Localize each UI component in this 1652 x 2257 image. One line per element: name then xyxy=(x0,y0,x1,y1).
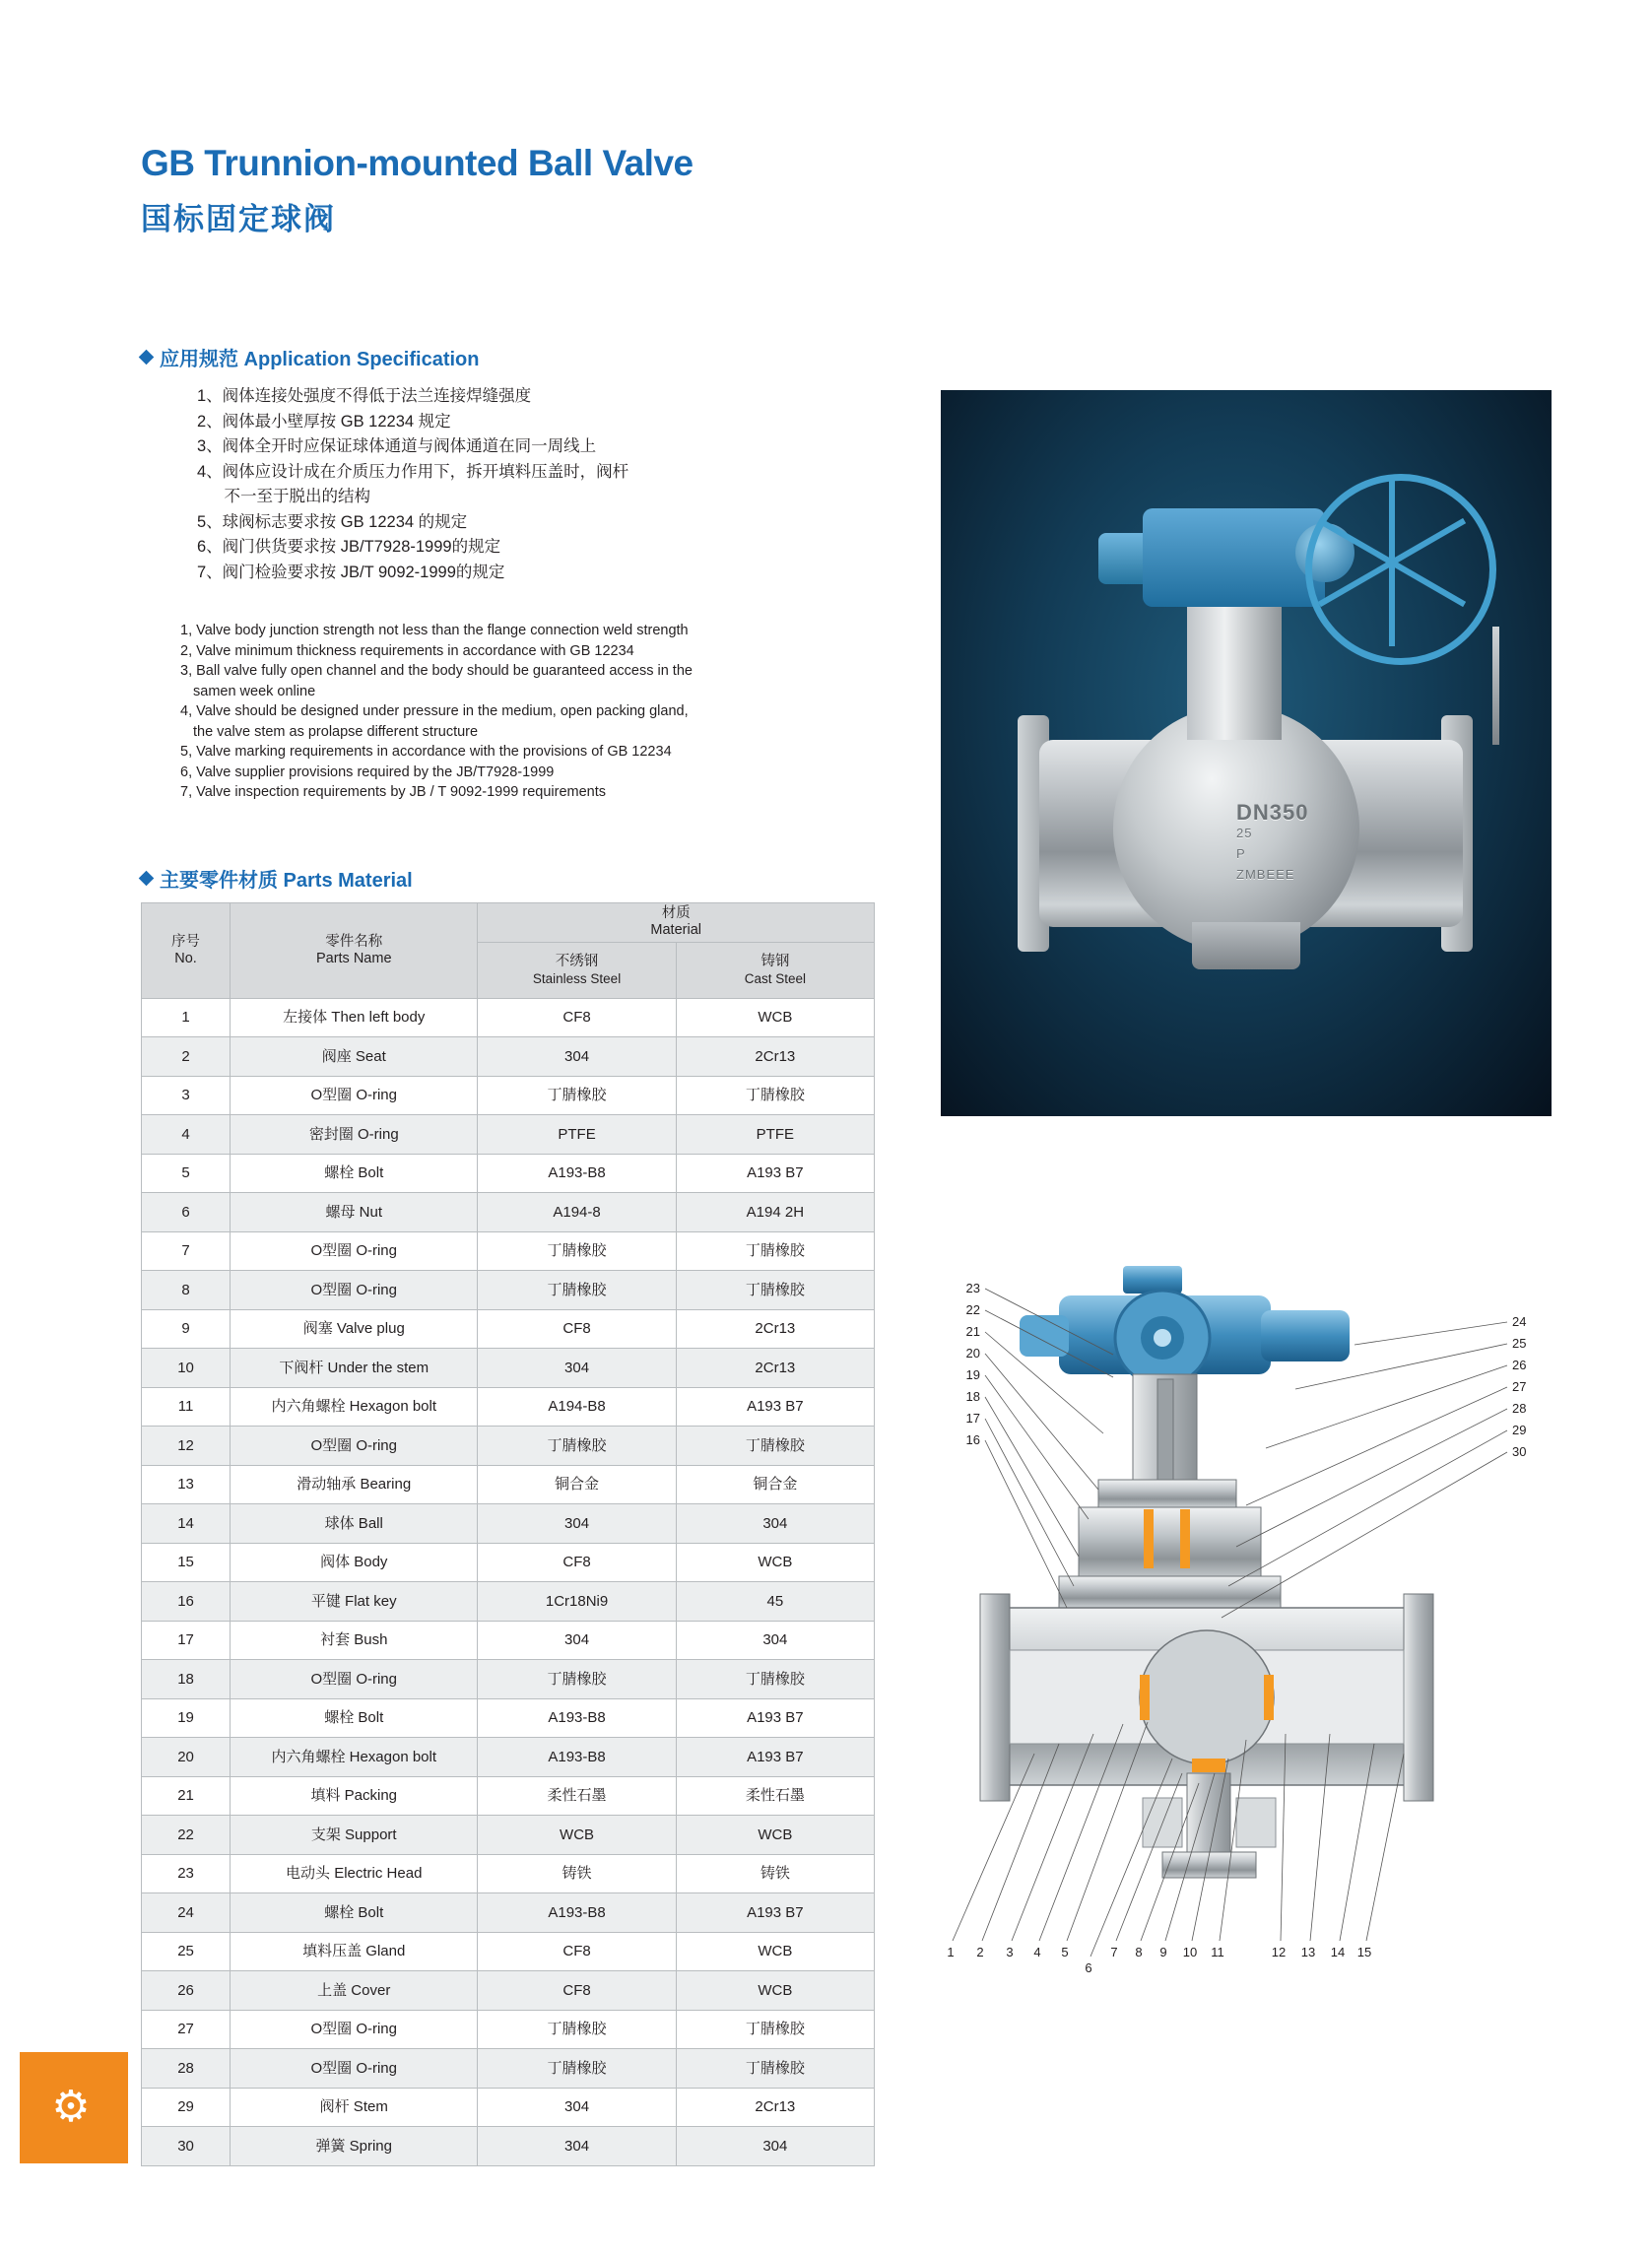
cell-name: 填料压盖 Gland xyxy=(231,1932,478,1971)
table-row xyxy=(142,1854,875,1893)
callout-label: 21 xyxy=(965,1324,980,1339)
cell-stainless: A193-B8 xyxy=(478,1154,676,1193)
cutaway-svg xyxy=(941,1261,1552,2010)
cell-cast: 丁腈橡胶 xyxy=(676,1231,874,1271)
table-row xyxy=(142,2049,875,2089)
list-item: 2、阀体最小壁厚按 GB 12234 规定 xyxy=(197,412,451,431)
table-row xyxy=(142,1231,875,1271)
cell-name: 螺栓 Bolt xyxy=(231,1893,478,1933)
callout-label: 24 xyxy=(1512,1314,1527,1329)
valve-logo-icon: ⚙ xyxy=(51,2083,91,2131)
list-item: 1、阀体连接处强度不得低于法兰连接焊缝强度 xyxy=(197,387,532,405)
cell-name: 密封圈 O-ring xyxy=(231,1115,478,1155)
section-heading-application-label: 应用规范 Application Specification xyxy=(160,349,480,370)
cell-cast: A193 B7 xyxy=(676,1154,874,1193)
list-item: 6、阀门供货要求按 JB/T7928-1999的规定 xyxy=(197,538,501,556)
cell-stainless: A193-B8 xyxy=(478,1698,676,1738)
valve-bonnet xyxy=(1059,1507,1281,1608)
table-row xyxy=(142,1660,875,1699)
electric-actuator xyxy=(1020,1266,1350,1385)
cell-cast: 丁腈橡胶 xyxy=(676,1076,874,1115)
cell-no: 12 xyxy=(142,1427,231,1466)
table-body xyxy=(142,998,875,2165)
cell-cast: A193 B7 xyxy=(676,1387,874,1427)
cell-cast: 304 xyxy=(676,1504,874,1544)
cell-stainless: WCB xyxy=(478,1816,676,1855)
cell-no: 28 xyxy=(142,2049,231,2089)
callout-label: 27 xyxy=(1512,1379,1527,1394)
cell-cast: 丁腈橡胶 xyxy=(676,1660,874,1699)
column-header-no-en: No. xyxy=(174,950,197,966)
cell-stainless: 304 xyxy=(478,1037,676,1077)
cell-no: 30 xyxy=(142,2127,231,2166)
marking-pressure: 25 xyxy=(1236,826,1253,840)
cell-no: 29 xyxy=(142,2088,231,2127)
list-item: 7、阀门检验要求按 JB/T 9092-1999的规定 xyxy=(197,563,505,581)
cell-stainless: 304 xyxy=(478,2127,676,2166)
cell-cast: A193 B7 xyxy=(676,1698,874,1738)
cell-cast: 304 xyxy=(676,2127,874,2166)
table-header xyxy=(142,903,875,999)
callout-label: 13 xyxy=(1300,1945,1316,1959)
cell-stainless: 柔性石墨 xyxy=(478,1776,676,1816)
table-row xyxy=(142,1893,875,1933)
cell-cast: A194 2H xyxy=(676,1193,874,1232)
valve-nameplate-marking xyxy=(1236,802,1308,885)
cell-stainless: PTFE xyxy=(478,1115,676,1155)
section-heading-application xyxy=(141,343,479,371)
cell-no: 13 xyxy=(142,1465,231,1504)
cell-no: 26 xyxy=(142,1971,231,2011)
column-header-ss-cn: 不绣钢 xyxy=(555,953,599,969)
cell-name: 衬套 Bush xyxy=(231,1621,478,1660)
cell-cast: 45 xyxy=(676,1582,874,1622)
callout-label: 7 xyxy=(1110,1945,1118,1959)
cell-stainless: 丁腈橡胶 xyxy=(478,1231,676,1271)
table-row xyxy=(142,998,875,1037)
cell-no: 24 xyxy=(142,1893,231,1933)
cell-no: 4 xyxy=(142,1115,231,1155)
list-item: 5、球阀标志要求按 GB 12234 的规定 xyxy=(197,512,468,531)
page-title: GB Trunnion-mounted Ball Valve xyxy=(141,143,694,183)
cell-no: 8 xyxy=(142,1271,231,1310)
cell-stainless: 304 xyxy=(478,1504,676,1544)
cell-name: O型圈 O-ring xyxy=(231,1660,478,1699)
marking-model: ZMBEEE xyxy=(1236,867,1295,882)
table-row xyxy=(142,1037,875,1077)
table-row xyxy=(142,1465,875,1504)
cell-cast: 2Cr13 xyxy=(676,2088,874,2127)
cell-cast: 2Cr13 xyxy=(676,1349,874,1388)
callout-label: 1 xyxy=(947,1945,955,1959)
cell-cast: WCB xyxy=(676,1971,874,2011)
table-row xyxy=(142,1309,875,1349)
table-row xyxy=(142,2127,875,2166)
cell-cast: A193 B7 xyxy=(676,1738,874,1777)
cell-name: O型圈 O-ring xyxy=(231,1427,478,1466)
section-heading-parts-label: 主要零件材质 Parts Material xyxy=(160,870,413,892)
callout-label: 12 xyxy=(1271,1945,1287,1959)
cell-stainless: 304 xyxy=(478,2088,676,2127)
table-row xyxy=(142,2010,875,2049)
list-item: 2, Valve minimum thickness requirements in accordance with GB 12234 xyxy=(180,642,634,659)
cell-name: 球体 Ball xyxy=(231,1504,478,1544)
valve-stem-rod xyxy=(1492,627,1499,745)
cell-cast: WCB xyxy=(676,1932,874,1971)
lower-trunnion xyxy=(1143,1773,1276,1878)
callout-labels-right xyxy=(1512,1314,1526,1459)
column-header-no xyxy=(142,903,231,999)
cell-no: 14 xyxy=(142,1504,231,1544)
callout-label: 5 xyxy=(1061,1945,1069,1959)
cell-cast: 2Cr13 xyxy=(676,1309,874,1349)
column-header-stainless-steel xyxy=(478,942,676,998)
table-row xyxy=(142,1932,875,1971)
table-row xyxy=(142,1387,875,1427)
list-item: 3、阀体全开时应保证球体通道与阀体通道在同一周线上 xyxy=(197,437,597,455)
callout-labels-bottom xyxy=(947,1945,1371,1975)
cell-no: 22 xyxy=(142,1816,231,1855)
cell-no: 10 xyxy=(142,1349,231,1388)
cell-no: 5 xyxy=(142,1154,231,1193)
cell-name: 阀杆 Stem xyxy=(231,2088,478,2127)
cell-name: 弹簧 Spring xyxy=(231,2127,478,2166)
callout-label: 25 xyxy=(1512,1336,1527,1351)
cell-stainless: 1Cr18Ni9 xyxy=(478,1582,676,1622)
table-row xyxy=(142,1971,875,2011)
valve-support-foot xyxy=(1192,922,1300,969)
cell-cast: 304 xyxy=(676,1621,874,1660)
cell-name: 内六角螺栓 Hexagon bolt xyxy=(231,1387,478,1427)
callout-label: 26 xyxy=(1512,1358,1527,1372)
cell-stainless: 丁腈橡胶 xyxy=(478,2010,676,2049)
cell-stainless: 丁腈橡胶 xyxy=(478,2049,676,2089)
cell-cast: 铜合金 xyxy=(676,1465,874,1504)
table-row xyxy=(142,1115,875,1155)
section-heading-parts xyxy=(141,864,413,893)
cell-name: 螺栓 Bolt xyxy=(231,1154,478,1193)
cell-name: O型圈 O-ring xyxy=(231,2049,478,2089)
cell-name: 阀塞 Valve plug xyxy=(231,1309,478,1349)
cell-cast: PTFE xyxy=(676,1115,874,1155)
cell-name: O型圈 O-ring xyxy=(231,1076,478,1115)
cell-no: 1 xyxy=(142,998,231,1037)
cell-stainless: 铜合金 xyxy=(478,1465,676,1504)
callout-label: 6 xyxy=(1085,1960,1092,1975)
cell-no: 20 xyxy=(142,1738,231,1777)
cell-no: 15 xyxy=(142,1543,231,1582)
table-header-row-1 xyxy=(142,903,875,943)
cell-cast: 丁腈橡胶 xyxy=(676,1271,874,1310)
cell-name: 平键 Flat key xyxy=(231,1582,478,1622)
cell-no: 23 xyxy=(142,1854,231,1893)
cell-no: 18 xyxy=(142,1660,231,1699)
cell-no: 19 xyxy=(142,1698,231,1738)
cell-no: 9 xyxy=(142,1309,231,1349)
cell-stainless: 304 xyxy=(478,1621,676,1660)
callout-label: 3 xyxy=(1006,1945,1014,1959)
cell-no: 7 xyxy=(142,1231,231,1271)
table-row xyxy=(142,1427,875,1466)
column-header-material-cn: 材质 xyxy=(661,905,691,922)
cell-cast: 2Cr13 xyxy=(676,1037,874,1077)
cell-stainless: A193-B8 xyxy=(478,1893,676,1933)
cell-no: 25 xyxy=(142,1932,231,1971)
cell-no: 3 xyxy=(142,1076,231,1115)
diamond-bullet-icon xyxy=(139,350,155,365)
cell-stainless: CF8 xyxy=(478,1932,676,1971)
list-item: 5, Valve marking requirements in accordance with the provisions of GB 12234 xyxy=(180,744,672,760)
callout-label: 14 xyxy=(1330,1945,1346,1959)
cell-stainless: 丁腈橡胶 xyxy=(478,1660,676,1699)
cell-no: 21 xyxy=(142,1776,231,1816)
callout-label: 10 xyxy=(1182,1945,1198,1959)
cell-cast: 丁腈橡胶 xyxy=(676,2010,874,2049)
table-row xyxy=(142,1154,875,1193)
cell-name: O型圈 O-ring xyxy=(231,1231,478,1271)
cell-no: 16 xyxy=(142,1582,231,1622)
column-header-material xyxy=(478,903,875,943)
list-item: 4、阀体应设计成在介质压力作用下，拆开填料压盖时，阀杆 xyxy=(197,462,629,481)
list-item: 4, Valve should be designed under pressure in the medium, open packing gland, xyxy=(180,703,689,719)
cell-stainless: 铸铁 xyxy=(478,1854,676,1893)
cell-name: 滑动轴承 Bearing xyxy=(231,1465,478,1504)
cell-name: 支架 Support xyxy=(231,1816,478,1855)
cell-cast: WCB xyxy=(676,1543,874,1582)
table-row xyxy=(142,1271,875,1310)
callout-labels-left xyxy=(966,1281,980,1447)
cell-name: 电动头 Electric Head xyxy=(231,1854,478,1893)
cell-no: 11 xyxy=(142,1387,231,1427)
cell-no: 2 xyxy=(142,1037,231,1077)
callout-label: 18 xyxy=(965,1389,980,1404)
callout-label: 28 xyxy=(1512,1401,1527,1416)
cell-name: 内六角螺栓 Hexagon bolt xyxy=(231,1738,478,1777)
cell-name: 螺母 Nut xyxy=(231,1193,478,1232)
cell-stainless: CF8 xyxy=(478,1971,676,2011)
callout-label: 23 xyxy=(965,1281,980,1295)
callout-label: 11 xyxy=(1211,1945,1224,1959)
list-item-continuation: the valve stem as prolapse different structure xyxy=(193,723,479,740)
table-row xyxy=(142,1504,875,1544)
cell-stainless: A193-B8 xyxy=(478,1738,676,1777)
callout-label: 8 xyxy=(1135,1945,1143,1959)
cell-name: 阀座 Seat xyxy=(231,1037,478,1077)
application-en-list xyxy=(180,621,811,803)
cell-name: 左接体 Then left body xyxy=(231,998,478,1037)
table-row xyxy=(142,1816,875,1855)
cell-stainless: A194-B8 xyxy=(478,1387,676,1427)
table-row xyxy=(142,1076,875,1115)
callout-label: 29 xyxy=(1512,1423,1527,1437)
product-photo xyxy=(941,390,1552,1116)
list-item: 6, Valve supplier provisions required by the JB/T7928-1999 xyxy=(180,763,555,780)
valve-neck xyxy=(1187,592,1282,740)
diamond-bullet-icon xyxy=(139,871,155,887)
callout-label: 30 xyxy=(1512,1444,1527,1459)
cell-name: 螺栓 Bolt xyxy=(231,1698,478,1738)
cell-cast: 丁腈橡胶 xyxy=(676,2049,874,2089)
list-item-continuation: samen week online xyxy=(193,683,316,699)
table-row xyxy=(142,1543,875,1582)
list-item: 1, Valve body junction strength not less than the flange connection weld strength xyxy=(180,623,689,638)
table-row xyxy=(142,1582,875,1622)
table-row xyxy=(142,1738,875,1777)
cell-stainless: 丁腈橡胶 xyxy=(478,1076,676,1115)
cell-cast: 柔性石墨 xyxy=(676,1776,874,1816)
column-header-parts-name xyxy=(231,903,478,999)
cell-cast: 铸铁 xyxy=(676,1854,874,1893)
cell-stainless: CF8 xyxy=(478,1543,676,1582)
column-header-ss-en: Stainless Steel xyxy=(532,970,622,986)
table-row xyxy=(142,1698,875,1738)
cell-name: 下阀杆 Under the stem xyxy=(231,1349,478,1388)
cell-stainless: 304 xyxy=(478,1349,676,1388)
parts-material-table xyxy=(141,902,875,2166)
cell-name: O型圈 O-ring xyxy=(231,2010,478,2049)
table-row xyxy=(142,2088,875,2127)
column-header-cast-steel xyxy=(676,942,874,998)
column-header-parts-name-en: Parts Name xyxy=(315,950,392,966)
callout-label: 16 xyxy=(965,1432,980,1447)
column-header-no-cn: 序号 xyxy=(171,933,201,950)
page-subtitle-cn: 国标固定球阀 xyxy=(141,202,336,236)
cell-cast: WCB xyxy=(676,998,874,1037)
application-cn-list xyxy=(197,384,887,585)
list-item: 3, Ball valve fully open channel and the body should be guaranteed access in the xyxy=(180,663,693,679)
callout-label: 22 xyxy=(965,1302,980,1317)
cell-no: 6 xyxy=(142,1193,231,1232)
cell-cast: A193 B7 xyxy=(676,1893,874,1933)
cell-name: 上盖 Cover xyxy=(231,1971,478,2011)
column-header-material-en: Material xyxy=(650,922,701,939)
table-row xyxy=(142,1776,875,1816)
callout-label: 2 xyxy=(976,1945,984,1959)
cell-name: 阀体 Body xyxy=(231,1543,478,1582)
cell-cast: WCB xyxy=(676,1816,874,1855)
callout-label: 15 xyxy=(1356,1945,1372,1959)
callout-label: 4 xyxy=(1033,1945,1041,1959)
corner-logo xyxy=(20,2052,128,2163)
cell-no: 27 xyxy=(142,2010,231,2049)
callout-label: 20 xyxy=(965,1346,980,1361)
table-row xyxy=(142,1349,875,1388)
cell-no: 17 xyxy=(142,1621,231,1660)
cell-stainless: 丁腈橡胶 xyxy=(478,1427,676,1466)
marking-code: P xyxy=(1236,846,1246,861)
callout-label: 17 xyxy=(965,1411,980,1426)
cell-stainless: CF8 xyxy=(478,1309,676,1349)
valve-body-section xyxy=(980,1594,1433,1801)
callout-label: 19 xyxy=(965,1367,980,1382)
column-header-cs-en: Cast Steel xyxy=(744,970,806,986)
cell-name: O型圈 O-ring xyxy=(231,1271,478,1310)
cell-name: 填料 Packing xyxy=(231,1776,478,1816)
marking-dn: DN350 xyxy=(1236,800,1309,825)
callout-label: 9 xyxy=(1159,1945,1167,1959)
cell-stainless: 丁腈橡胶 xyxy=(478,1271,676,1310)
table-row xyxy=(142,1193,875,1232)
cell-cast: 丁腈橡胶 xyxy=(676,1427,874,1466)
list-item: 不一至于脱出的结构 xyxy=(197,488,371,505)
column-header-parts-name-cn: 零件名称 xyxy=(325,933,383,950)
cell-stainless: A194-8 xyxy=(478,1193,676,1232)
list-item: 7, Valve inspection requirements by JB / T 9092-1999 requirements xyxy=(180,784,607,800)
column-header-cs-cn: 铸钢 xyxy=(760,953,790,969)
cutaway-diagram xyxy=(941,1261,1552,2010)
table-row xyxy=(142,1621,875,1660)
cell-stainless: CF8 xyxy=(478,998,676,1037)
